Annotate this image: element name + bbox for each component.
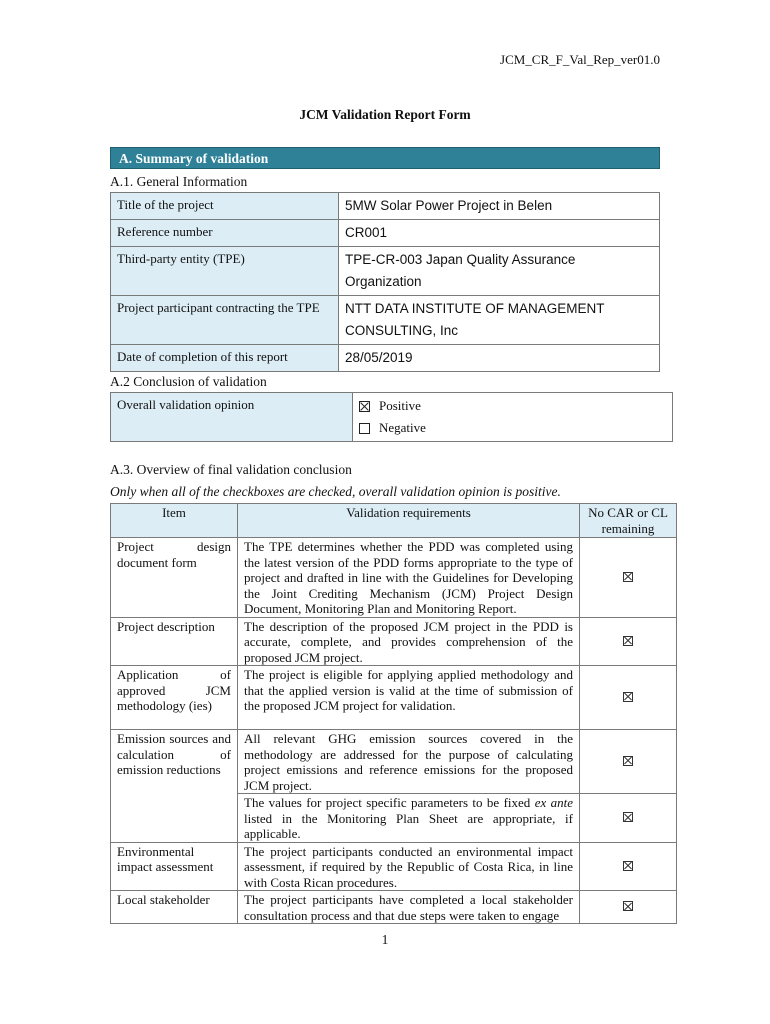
table-row: [111, 794, 677, 843]
requirement-emphasis: ex ante: [534, 795, 573, 810]
checkbox-checked-icon[interactable]: [623, 692, 633, 702]
requirement-cell: The project participants have completed a local stakeholder consultation process and that due steps were taken to engage: [238, 891, 580, 924]
field-label: Title of the project: [111, 193, 339, 220]
opinion-options: [353, 393, 673, 442]
checkbox-checked-icon[interactable]: [359, 401, 370, 412]
requirement-cell: The TPE determines whether the PDD was completed using the latest version of the PDD forms appropriate to the type of project and drafted in line with the Guidelines for Developing the Joint Crediting Mechanism (JCM) Project Design Document, Monitoring Plan and Monitoring Report.: [238, 538, 580, 618]
check-cell: [580, 891, 677, 924]
field-label: Reference number: [111, 220, 339, 247]
table-row: [111, 842, 677, 891]
check-cell: [580, 794, 677, 843]
field-value: 28/05/2019: [339, 345, 660, 372]
item-cell: Emission sources and calculation of emission reductions: [111, 730, 238, 794]
checkbox-checked-icon[interactable]: [623, 756, 633, 766]
a3-note: Only when all of the checkboxes are checked, overall validation opinion is positive.: [110, 484, 561, 499]
check-cell: [580, 617, 677, 666]
option-label: Negative: [379, 420, 426, 435]
field-value: CR001: [339, 220, 660, 247]
item-cell: Project design document form: [111, 538, 238, 618]
column-header-requirements: Validation requirements: [238, 504, 580, 538]
item-cell: Project description: [111, 617, 238, 666]
option-positive[interactable]: [359, 395, 666, 417]
requirement-text: listed in the Monitoring Plan Sheet are appropriate, if applicable.: [244, 810, 573, 841]
section-a-header: A. Summary of validation: [110, 147, 660, 169]
field-value: NTT DATA INSTITUTE OF MANAGEMENT CONSULTING, Inc: [339, 296, 660, 345]
field-label: Project participant contracting the TPE: [111, 296, 339, 345]
table-row: [111, 891, 677, 924]
item-cell-continued: [111, 794, 238, 843]
table-row: [111, 617, 677, 666]
opinion-label: Overall validation opinion: [111, 393, 353, 442]
check-cell: [580, 538, 677, 618]
item-cell: Local stakeholder: [111, 891, 238, 924]
field-value: TPE-CR-003 Japan Quality Assurance Organization: [339, 247, 660, 296]
checkbox-empty-icon[interactable]: [359, 423, 370, 434]
table-row: [111, 296, 660, 345]
checkbox-checked-icon[interactable]: [623, 636, 633, 646]
overview-table: [110, 503, 677, 924]
requirement-cell: All relevant GHG emission sources covered in the methodology are addressed for the purpose of calculating project emissions and reference emissions for the proposed JCM project.: [238, 730, 580, 794]
option-negative[interactable]: [359, 417, 666, 439]
requirement-text: The values for project specific parameters to be fixed: [244, 795, 535, 810]
column-header-item: Item: [111, 504, 238, 538]
general-info-table: [110, 192, 660, 372]
document-code: JCM_CR_F_Val_Rep_ver01.0: [500, 52, 660, 67]
item-cell: Environmental impact assessment: [111, 842, 238, 891]
table-row: [111, 538, 677, 618]
a2-heading: A.2 Conclusion of validation: [110, 374, 267, 389]
a1-heading: A.1. General Information: [110, 174, 248, 189]
table-header-row: [111, 504, 677, 538]
table-row: [111, 666, 677, 730]
requirement-cell: The project is eligible for applying applied methodology and that the applied version is valid at the time of submission of the proposed JCM project for validation.: [238, 666, 580, 730]
field-label: Third-party entity (TPE): [111, 247, 339, 296]
option-label: Positive: [379, 398, 421, 413]
table-row: [111, 247, 660, 296]
column-header-no-car: No CAR or CL remaining: [580, 504, 677, 538]
table-row: [111, 345, 660, 372]
document-title: JCM Validation Report Form: [299, 107, 471, 122]
page-number: 1: [381, 932, 389, 947]
checkbox-checked-icon[interactable]: [623, 901, 633, 911]
conclusion-table: [110, 392, 673, 442]
checkbox-checked-icon[interactable]: [623, 812, 633, 822]
table-row: [111, 193, 660, 220]
field-value: 5MW Solar Power Project in Belen: [339, 193, 660, 220]
item-cell: Application of approved JCM methodology (ies): [111, 666, 238, 730]
field-label: Date of completion of this report: [111, 345, 339, 372]
table-row: [111, 730, 677, 794]
table-row: [111, 393, 673, 442]
requirement-cell: [238, 794, 580, 843]
a3-heading: A.3. Overview of final validation conclusion: [110, 462, 352, 477]
check-cell: [580, 730, 677, 794]
requirement-cell: The description of the proposed JCM project in the PDD is accurate, complete, and provides comprehension of the proposed JCM project.: [238, 617, 580, 666]
requirement-cell: The project participants conducted an environmental impact assessment, if required by the Republic of Costa Rica, in line with Costa Rican procedures.: [238, 842, 580, 891]
check-cell: [580, 666, 677, 730]
check-cell: [580, 842, 677, 891]
checkbox-checked-icon[interactable]: [623, 572, 633, 582]
checkbox-checked-icon[interactable]: [623, 861, 633, 871]
table-row: [111, 220, 660, 247]
